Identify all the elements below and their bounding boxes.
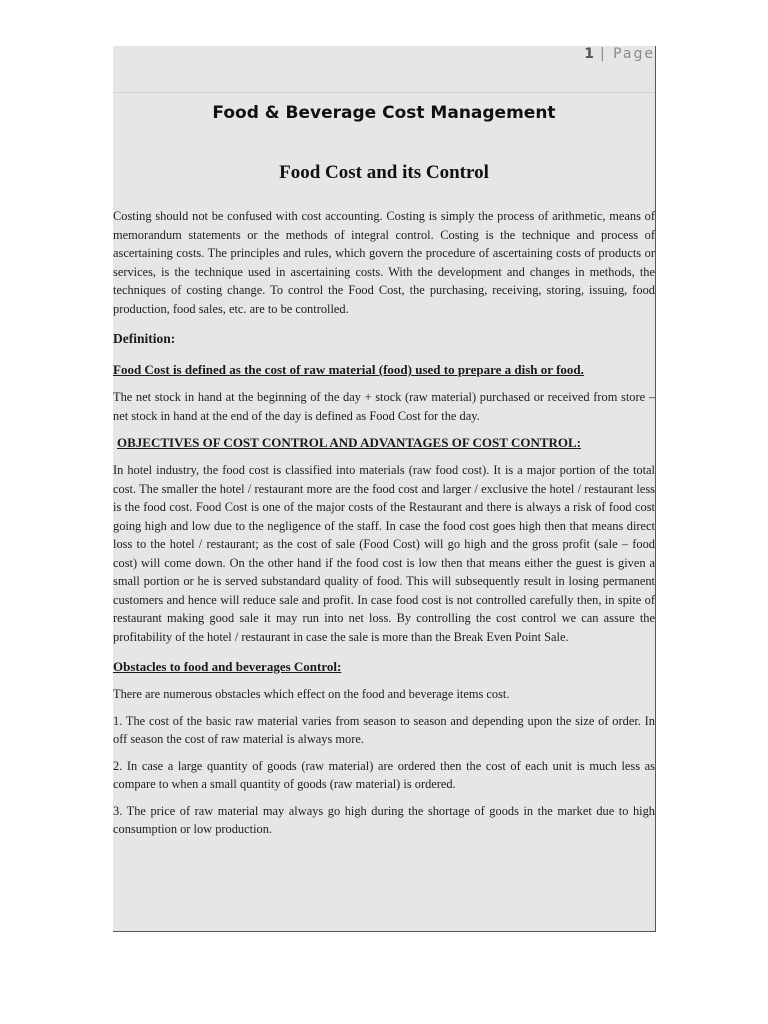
obstacles-intro: There are numerous obstacles which effect on the food and beverage items cost. bbox=[113, 687, 510, 701]
objectives-paragraph: In hotel industry, the food cost is classified into materials (raw food cost). It is a major portion of the total cost. The smaller the hotel / restaurant more are the food cost and larger / exclusive the hotel / restaurant less is the food cost. Food Cost is one of the major costs of the Restaurant and there is always a risk of food cost going high and low due to the negligence of the staff. In case the food cost goes high then that means direct loss to the hotel / restaurant; as the cost of sale (Food Cost) will go high and the gross profit (sale – food cost) will come down. On the other hand if the food cost is low then that means either the guest is given a small portion or he is served substandard quality of food. This will subsequently result in losing permanent customers and hence will reduce sale and profit. In case food cost is not controlled carefully then, in spite of restaurant making good sale it may run into net loss. By controlling the cost control we can assure the profitability of the hotel / restaurant in case the sale is more than the Break Even Point Sale. bbox=[113, 463, 655, 644]
obstacles-heading: Obstacles to food and beverages Control: bbox=[113, 659, 342, 674]
section-title: Food Cost and its Control bbox=[279, 162, 489, 183]
page-number-value: 1 bbox=[584, 46, 594, 62]
intro-paragraph: Costing should not be confused with cost accounting. Costing is simply the process of arithmetic, means of memorandum statements or the methods of integral control. Costing is the technique and process of ascertaining costs. The principles and rules, which govern the procedure of ascertaining costs of products or services, is the technique used in ascertaining costs. With the development and changes in methods, the techniques of costing change. To control the Food Cost, the purchasing, receiving, storing, issuing, food production, food sales, etc. are to be controlled. bbox=[113, 209, 655, 316]
document-body bbox=[113, 101, 655, 839]
obstacle-item-2: 2. In case a large quantity of goods (raw material) are ordered then the cost of each unit is much less as compare to when a small quantity of goods (raw material) is ordered. bbox=[113, 758, 655, 791]
definition-paragraph: The net stock in hand at the beginning of the day + stock (raw material) purchased or received from store – net stock in hand at the end of the day is defined as Food Cost for the day. bbox=[113, 390, 655, 423]
page-header bbox=[113, 46, 655, 93]
definition-statement: Food Cost is defined as the cost of raw material (food) used to prepare a dish or food. bbox=[113, 362, 584, 377]
document-page bbox=[113, 46, 656, 932]
objectives-heading: OBJECTIVES OF COST CONTROL AND ADVANTAGES OF COST CONTROL: bbox=[117, 435, 582, 450]
obstacle-item-1: 1. The cost of the basic raw material varies from season to season and depending upon the size of order. In off season the cost of raw material is always more. bbox=[113, 713, 655, 746]
definition-heading: Definition: bbox=[113, 331, 176, 346]
page-number-label: | Page bbox=[599, 46, 655, 62]
page-number bbox=[584, 46, 655, 62]
obstacle-item-3: 3. The price of raw material may always go high during the shortage of goods in the market due to high consumption or low production. bbox=[113, 803, 655, 836]
document-title: Food & Beverage Cost Management bbox=[212, 103, 556, 123]
